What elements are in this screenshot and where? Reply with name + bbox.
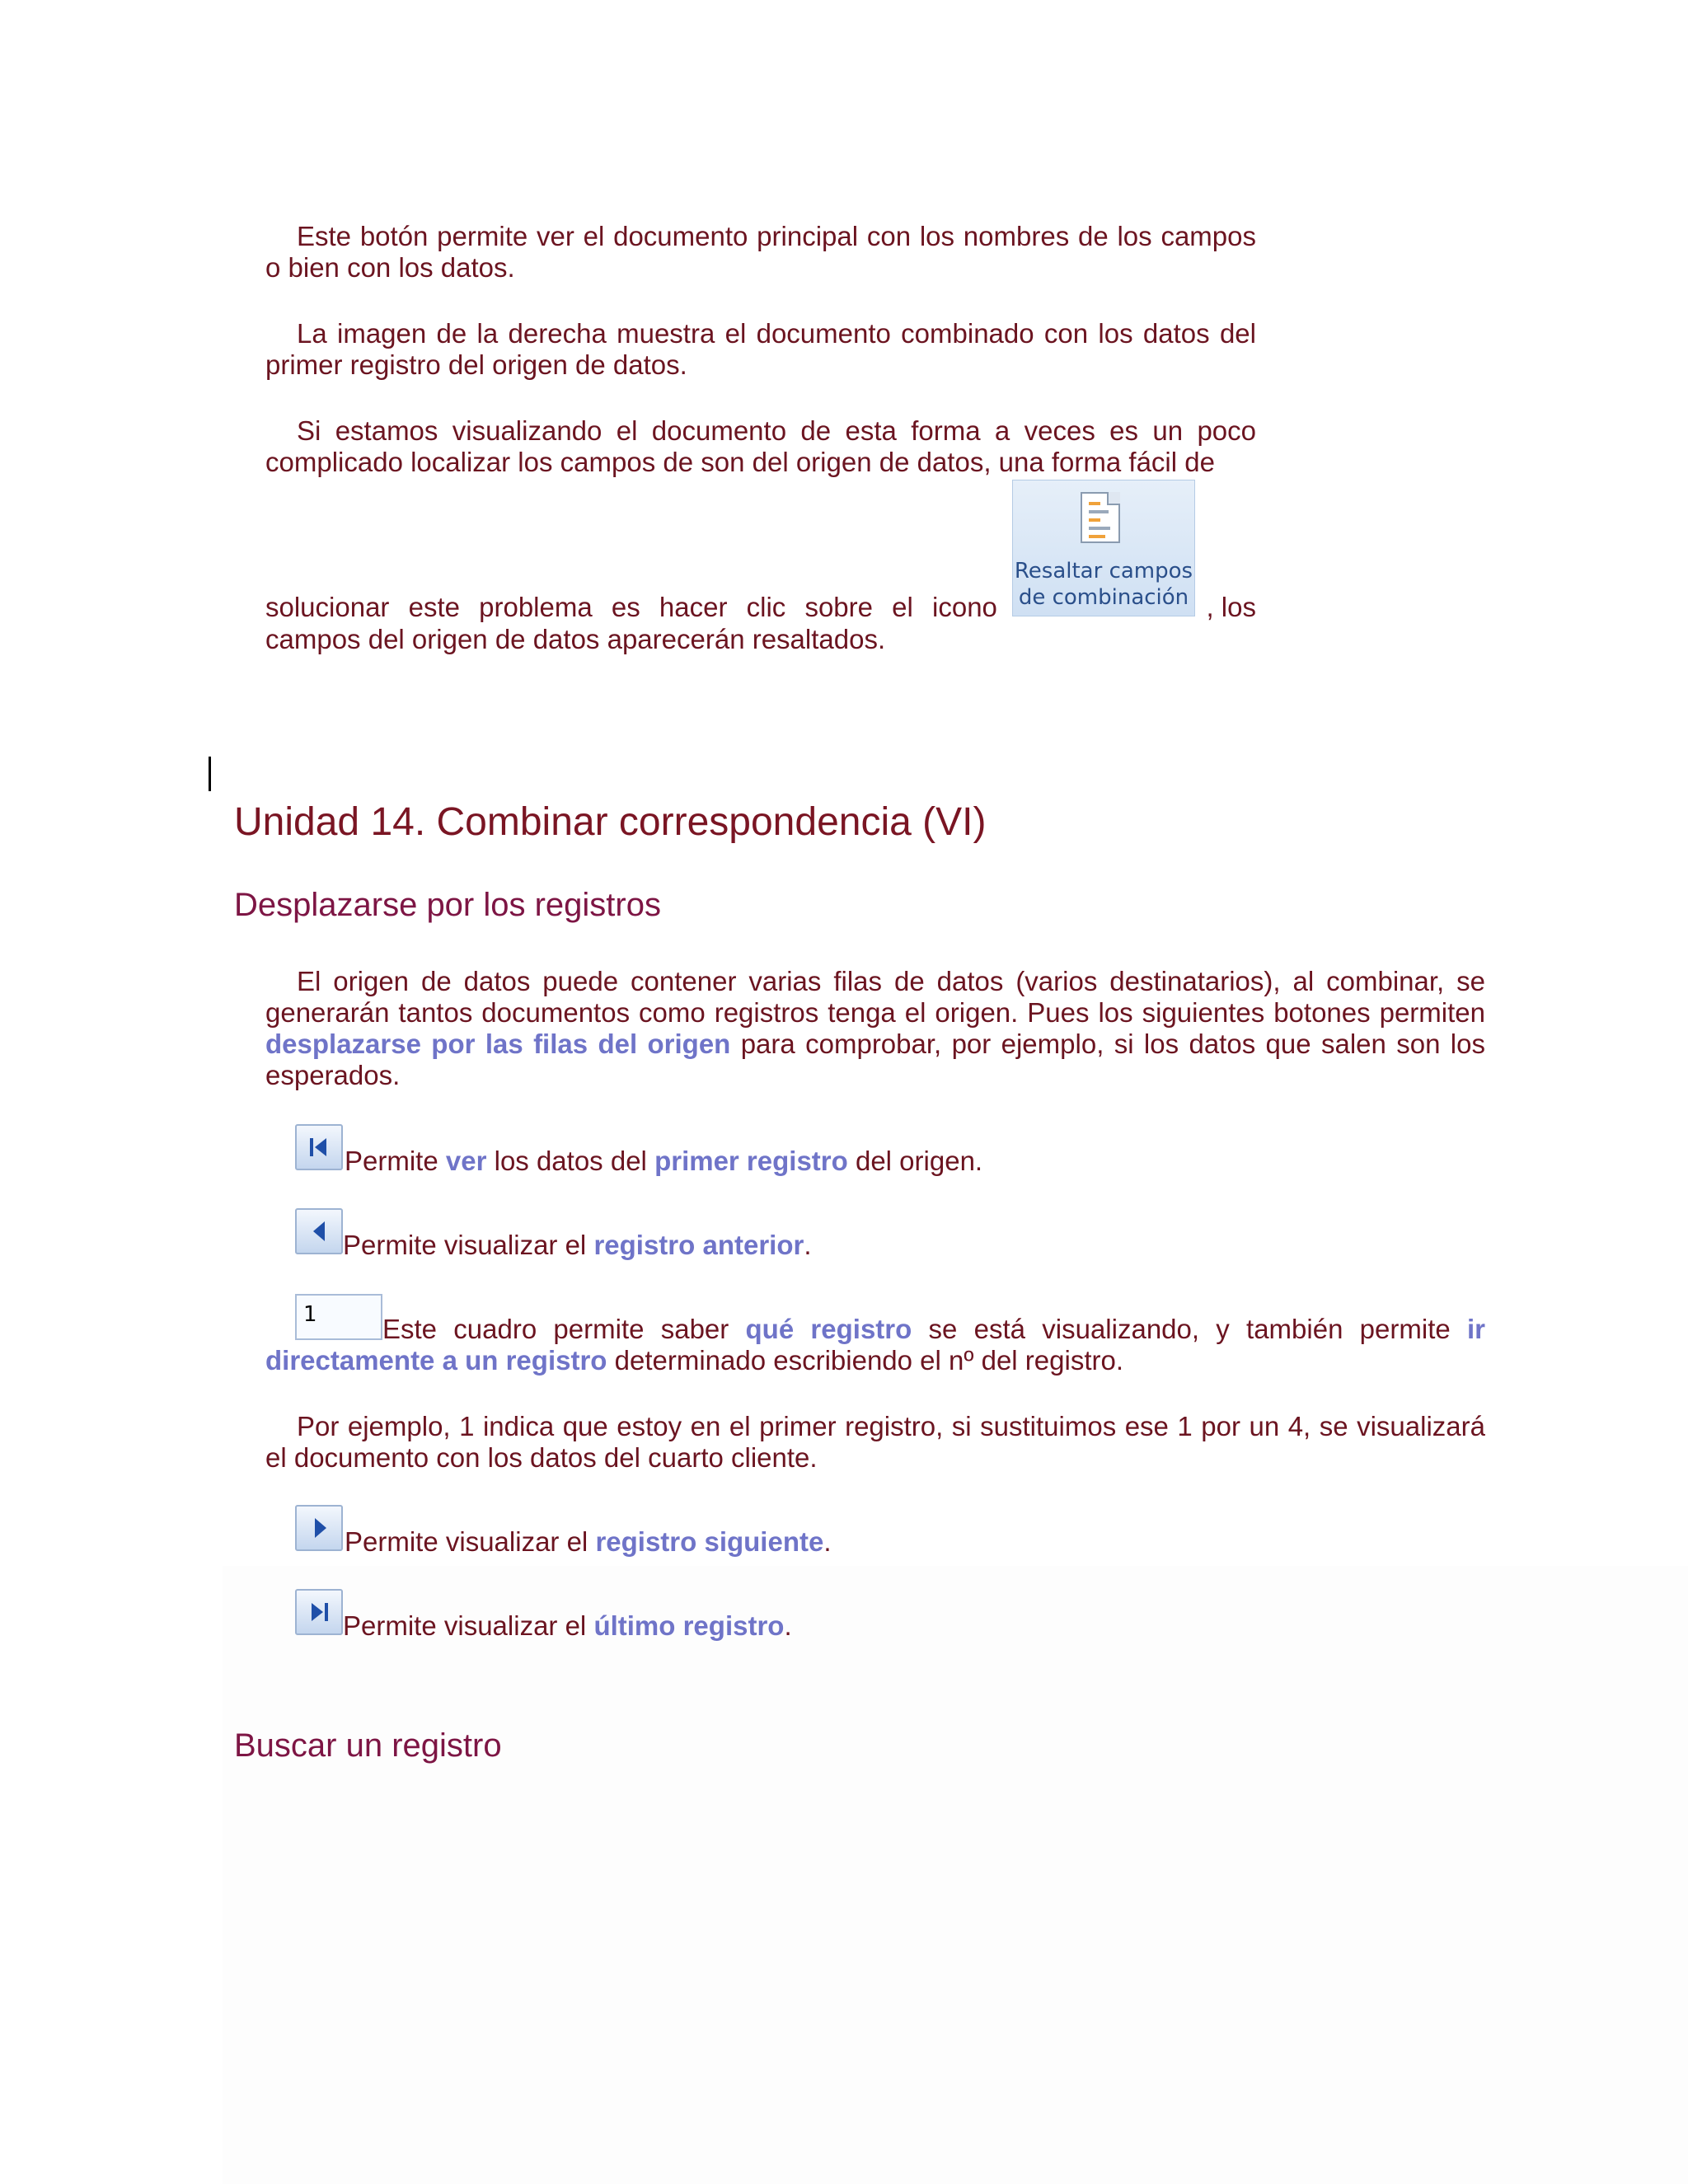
highlight-text: registro siguiente [595, 1526, 824, 1557]
paragraph-line: o bien con los datos. [265, 252, 515, 283]
section-title-search: Buscar un registro [234, 1727, 502, 1764]
paragraph-highlight-fields [265, 415, 1256, 478]
paragraph-line: Este botón permite ver el documento principal con los nombres de los campos [297, 221, 1256, 251]
paragraph-line: Si estamos visualizando el documento de esta forma a veces es un poco [297, 415, 1256, 446]
previous-record-description [343, 1230, 812, 1261]
text-cursor [209, 757, 211, 791]
paragraph-line: primer registro del origen de datos. [265, 349, 687, 380]
text-run: Permite visualizar el [343, 1230, 594, 1260]
document-highlight-icon [1081, 492, 1120, 543]
last-record-icon [297, 1591, 341, 1633]
paragraph-line: complicado localizar los campos de son del origen de datos, una forma fácil de [265, 447, 1215, 477]
paragraph-line: La imagen de la derecha muestra el documento combinado con los datos del [297, 318, 1256, 349]
next-record-button[interactable] [295, 1505, 343, 1551]
highlight-button-label-2: de combinación [1018, 585, 1189, 610]
highlight-text: último registro [593, 1610, 785, 1641]
text-run: Este cuadro permite saber [382, 1314, 746, 1344]
text-run: Permite [345, 1146, 446, 1176]
highlight-button-label-1: Resaltar campos [1014, 559, 1193, 583]
text-run: determinado escribiendo el nº del registro. [607, 1345, 1124, 1376]
page-title: Unidad 14. Combinar correspondencia (VI) [234, 800, 987, 844]
paragraph-records-intro [265, 966, 1485, 1091]
previous-record-icon [297, 1210, 341, 1253]
record-number-input[interactable]: 1 [295, 1294, 382, 1340]
text-run: Permite visualizar el [343, 1610, 594, 1641]
paragraph-example: Por ejemplo, 1 indica que estoy en el primer registro, si sustituimos ese 1 por un 4, se visualizará el documento con los datos del cuarto cliente. [265, 1411, 1485, 1473]
text-run: . [804, 1230, 812, 1260]
text-run: Permite visualizar el [345, 1526, 596, 1557]
last-record-description [343, 1610, 792, 1642]
text-run: se está visualizando, y también permite [912, 1314, 1467, 1344]
highlight-text: ver [445, 1146, 487, 1176]
highlight-text: qué registro [745, 1314, 912, 1344]
record-box-description [265, 1314, 1485, 1376]
section-title-navigate: Desplazarse por los registros [234, 887, 661, 923]
previous-record-button[interactable] [295, 1208, 343, 1254]
first-record-description [345, 1146, 982, 1177]
page-background-tint [223, 1566, 1688, 2184]
text-run: para comprobar, por ejemplo, si los datos que salen son los esperados. [265, 1029, 1485, 1090]
highlight-text: primer registro [654, 1146, 848, 1176]
next-record-icon [297, 1507, 341, 1549]
text-run: . [784, 1610, 792, 1641]
highlight-text: ir directamente a un registro [265, 1314, 1485, 1376]
highlight-merge-fields-button[interactable] [1012, 480, 1195, 616]
first-record-button[interactable] [295, 1124, 343, 1170]
paragraph-line-before-icon: solucionar este problema es hacer clic sobre el icono [265, 592, 997, 622]
paragraph-line: campos del origen de datos aparecerán resaltados. [265, 624, 886, 654]
text-run: El origen de datos puede contener varias filas de datos (varios destinatarios), al combinar, se generarán tantos documentos como registros tenga el origen. Pues los siguientes botones permiten [265, 966, 1485, 1028]
text-run: los datos del [486, 1146, 655, 1176]
first-record-icon [297, 1126, 341, 1169]
text-run: . [823, 1526, 832, 1557]
highlight-text: registro anterior [593, 1230, 804, 1260]
last-record-button[interactable] [295, 1589, 343, 1635]
paragraph-line-after-icon: , los [1206, 592, 1256, 622]
highlight-text: desplazarse por las filas del origen [265, 1029, 731, 1059]
next-record-description [345, 1526, 832, 1558]
text-run: del origen. [847, 1146, 983, 1176]
paragraph-combined-image [265, 318, 1256, 381]
paragraph-view-fields [265, 221, 1256, 284]
